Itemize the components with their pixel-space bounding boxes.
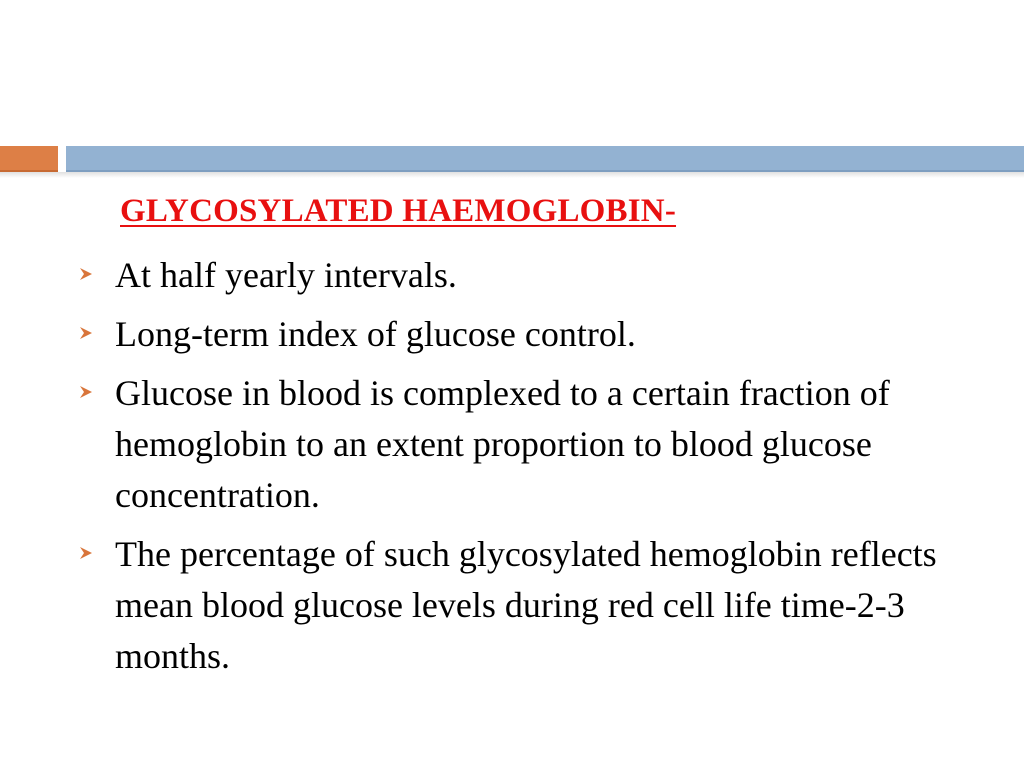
- arrowhead-bullet-icon: [78, 250, 98, 301]
- bullet-list: [0, 250, 1024, 690]
- header-band-accent: [0, 146, 58, 172]
- slide-heading: GLYCOSYLATED HAEMOGLOBIN-: [120, 193, 677, 229]
- arrowhead-bullet-icon: [78, 529, 98, 580]
- header-band: [66, 146, 1024, 172]
- bullet-text: The percentage of such glycosylated hemoglobin reflects mean blood glucose levels during red cell life time-2-3 months.: [115, 534, 937, 676]
- arrowhead-bullet-icon: [78, 368, 98, 419]
- arrowhead-bullet-icon: [78, 309, 98, 360]
- bullet-text: Long-term index of glucose control.: [115, 314, 636, 354]
- bullet-item: [0, 368, 1024, 521]
- bullet-text: Glucose in blood is complexed to a certain fraction of hemoglobin to an extent proportion to blood glucose concentration.: [115, 373, 890, 515]
- header-band-gap: [58, 142, 66, 172]
- bullet-item: [0, 529, 1024, 682]
- bullet-item: [0, 309, 1024, 360]
- bullet-item: [0, 250, 1024, 301]
- bullet-text: At half yearly intervals.: [115, 255, 457, 295]
